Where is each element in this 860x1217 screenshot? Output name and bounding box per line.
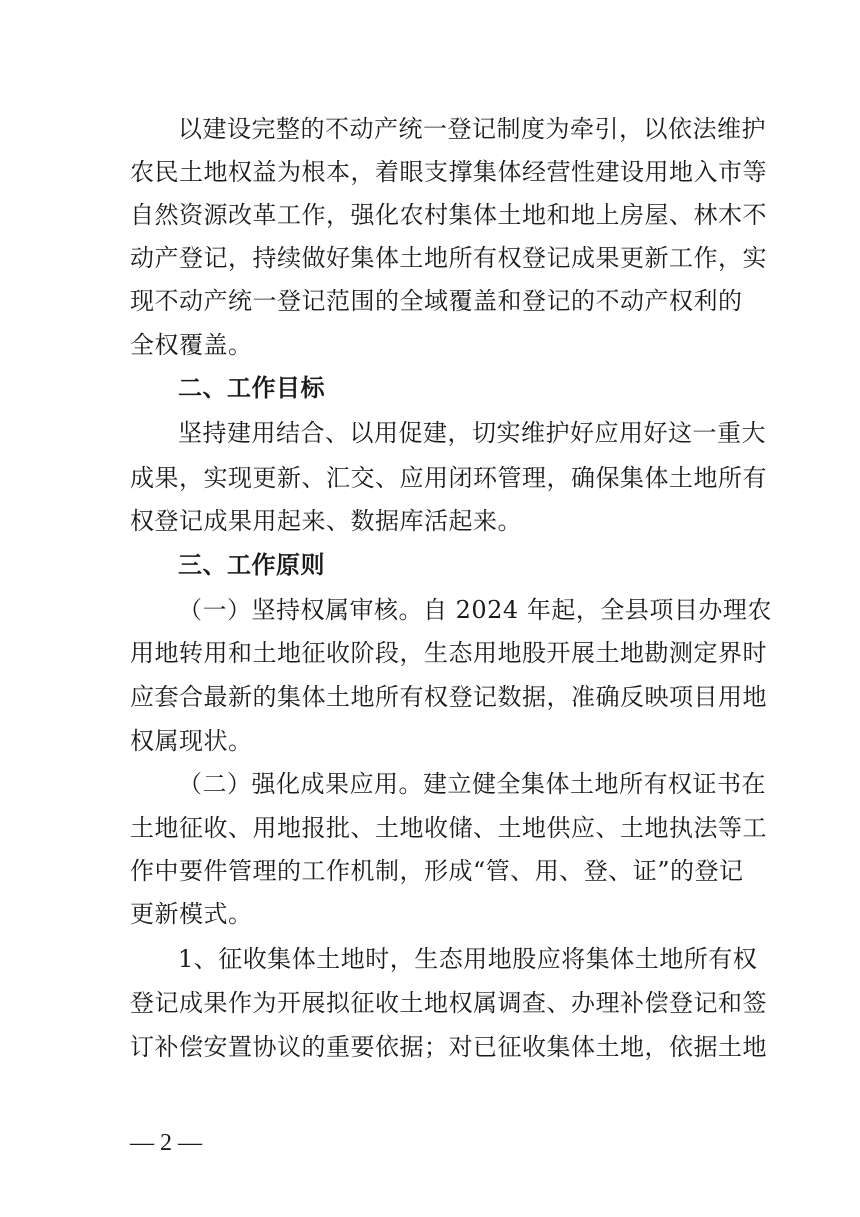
body-line: 订补偿安置协议的重要依据；对已征收集体土地，依据土地 bbox=[130, 1033, 767, 1061]
body-line: 权登记成果用起来、数据库活起来。 bbox=[130, 507, 522, 535]
section-heading-goals: 二、工作目标 bbox=[178, 374, 325, 402]
body-line: 登记成果作为开展拟征收土地权属调查、办理补偿登记和签 bbox=[130, 989, 767, 1017]
section-heading-principles: 三、工作原则 bbox=[178, 551, 325, 579]
body-line: 1、征收集体土地时，生态用地股应将集体土地所有权 bbox=[178, 945, 758, 973]
body-line: 土地征收、用地报批、土地收储、土地供应、土地执法等工 bbox=[130, 814, 767, 842]
body-line: 动产登记，持续做好集体土地所有权登记成果更新工作，实 bbox=[130, 244, 767, 272]
body-line: （一）坚持权属审核。自 2024 年起，全县项目办理农 bbox=[178, 596, 772, 624]
body-line: （二）强化成果应用。建立健全集体土地所有权证书在 bbox=[178, 770, 766, 798]
body-line: 现不动产统一登记范围的全域覆盖和登记的不动产权利的 bbox=[130, 287, 743, 315]
body-line: 全权覆盖。 bbox=[130, 331, 253, 359]
page-number: — 2 — bbox=[130, 1130, 202, 1156]
body-line: 坚持建用结合、以用促建，切实维护好应用好这一重大 bbox=[178, 419, 766, 447]
body-line: 作中要件管理的工作机制，形成“管、用、登、证”的登记 bbox=[130, 857, 744, 885]
body-line: 自然资源改革工作，强化农村集体土地和地上房屋、林木不 bbox=[130, 201, 767, 229]
body-line: 成果，实现更新、汇交、应用闭环管理，确保集体土地所有 bbox=[130, 464, 767, 492]
body-line: 应套合最新的集体土地所有权登记数据，准确反映项目用地 bbox=[130, 683, 767, 711]
body-line: 以建设完整的不动产统一登记制度为牵引，以依法维护 bbox=[178, 115, 766, 143]
body-line: 更新模式。 bbox=[130, 900, 253, 928]
body-line: 权属现状。 bbox=[130, 727, 253, 755]
body-line: 农民土地权益为根本，着眼支撑集体经营性建设用地入市等 bbox=[130, 158, 767, 186]
body-line: 用地转用和土地征收阶段，生态用地股开展土地勘测定界时 bbox=[130, 639, 767, 667]
